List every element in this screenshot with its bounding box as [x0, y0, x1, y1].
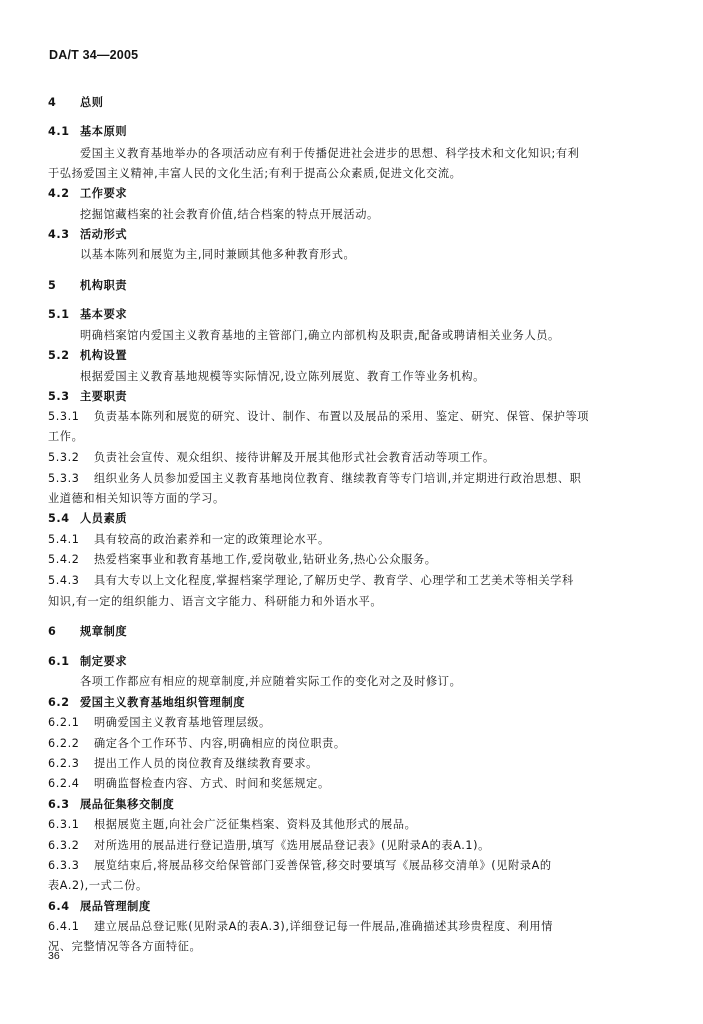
paragraph-line: 表A.2),一式二份。 — [48, 879, 148, 892]
paragraph-line: 明确档案馆内爱国主义教育基地的主管部门,确立内部机构及职责,配备或聘请相关业务人员。 — [80, 329, 560, 342]
paragraph-line: 况、完整情况等各方面特征。 — [48, 940, 202, 953]
clause-heading: 4.1 基本原则 — [48, 125, 128, 138]
section-heading: 5 机构职责 — [48, 279, 128, 292]
clause-line: 6.2.3 提出工作人员的岗位教育及继续教育要求。 — [48, 757, 318, 770]
clause-heading: 5.3 主要职责 — [48, 390, 128, 403]
paragraph-line: 各项工作都应有相应的规章制度,并应随着实际工作的变化对之及时修订。 — [80, 675, 462, 688]
clause-heading: 6.3 展品征集移交制度 — [48, 798, 175, 811]
paragraph-line: 于弘扬爱国主义精神,丰富人民的文化生活;有利于提高公众素质,促进文化交流。 — [48, 167, 462, 180]
clause-line: 6.3.2 对所选用的展品进行登记造册,填写《选用展品登记表》(见附录A的表A.1)。 — [48, 839, 490, 852]
clause-heading: 6.4 展品管理制度 — [48, 900, 151, 913]
paragraph-line: 业道德和相关知识等方面的学习。 — [48, 492, 225, 505]
clause-line: 5.4.1 具有较高的政治素养和一定的政策理论水平。 — [48, 533, 330, 546]
standard-code-header: DA/T 34—2005 — [49, 48, 139, 62]
section-heading: 4 总则 — [48, 96, 104, 109]
paragraph-line: 工作。 — [48, 430, 84, 443]
clause-heading: 4.2 工作要求 — [48, 187, 128, 200]
paragraph-line: 爱国主义教育基地举办的各项活动应有利于传播促进社会进步的思想、科学技术和文化知识;有利 — [80, 147, 580, 160]
clause-line: 6.2.4 明确监督检查内容、方式、时间和奖惩规定。 — [48, 777, 330, 790]
clause-heading: 6.2 爱国主义教育基地组织管理制度 — [48, 696, 246, 709]
paragraph-line: 以基本陈列和展览为主,同时兼顾其他多种教育形式。 — [80, 248, 356, 261]
clause-heading: 5.4 人员素质 — [48, 512, 128, 525]
section-heading: 6 规章制度 — [48, 625, 128, 638]
paragraph-line: 知识,有一定的组织能力、语言文字能力、科研能力和外语水平。 — [48, 595, 383, 608]
clause-heading: 4.3 活动形式 — [48, 228, 128, 241]
clause-line: 5.3.1 负责基本陈列和展览的研究、设计、制作、布置以及展品的采用、鉴定、研究、保管、保护等项 — [48, 410, 590, 423]
clause-line: 6.4.1 建立展品总登记账(见附录A的表A.3),详细登记每一件展品,准确描述其珍贵程度、利用情 — [48, 920, 553, 933]
clause-line: 6.3.3 展览结束后,将展品移交给保管部门妥善保管,移交时要填写《展品移交清单》(见附录A的 — [48, 859, 552, 872]
paragraph-line: 根据爱国主义教育基地规模等实际情况,设立陈列展览、教育工作等业务机构。 — [80, 370, 485, 383]
clause-heading: 5.2 机构设置 — [48, 349, 128, 362]
clause-line: 5.3.2 负责社会宣传、观众组织、接待讲解及开展其他形式社会教育活动等项工作。 — [48, 451, 495, 464]
clause-heading: 5.1 基本要求 — [48, 308, 128, 321]
clause-line: 6.3.1 根据展览主题,向社会广泛征集档案、资料及其他形式的展品。 — [48, 818, 417, 831]
clause-line: 6.2.1 明确爱国主义教育基地管理层级。 — [48, 716, 271, 729]
clause-line: 6.2.2 确定各个工作环节、内容,明确相应的岗位职责。 — [48, 737, 346, 750]
paragraph-line: 挖掘馆藏档案的社会教育价值,结合档案的特点开展活动。 — [80, 208, 379, 221]
clause-line: 5.3.3 组织业务人员参加爱国主义教育基地岗位教育、继续教育等专门培训,并定期进行政治思想、职 — [48, 472, 582, 485]
page-number: 36 — [48, 950, 60, 962]
clause-line: 5.4.2 热爱档案事业和教育基地工作,爱岗敬业,钻研业务,热心公众服务。 — [48, 553, 437, 566]
clause-line: 5.4.3 具有大专以上文化程度,掌握档案学理论,了解历史学、教育学、心理学和工艺美术等相关学科 — [48, 574, 574, 587]
clause-heading: 6.1 制定要求 — [48, 655, 128, 668]
